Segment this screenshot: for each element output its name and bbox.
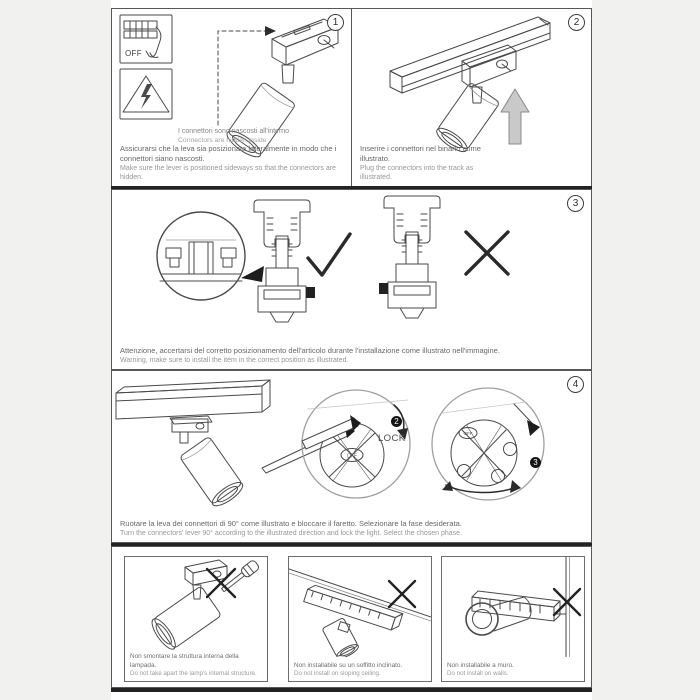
incorrect-mount-drawing [379, 196, 440, 318]
warning2-illustration [289, 557, 431, 657]
caption-english: Make sure the lever is positioned sideways so that the connectors are hidden. [120, 164, 336, 181]
phase-detail-circle [432, 388, 544, 500]
cross-icon [554, 589, 580, 615]
warning-triangle-icon [120, 69, 172, 119]
cross-icon [389, 581, 415, 607]
row-step-1-2 [111, 8, 592, 187]
warning3-caption [447, 662, 580, 678]
panel-step-2 [352, 9, 592, 186]
panel-number-badge: 2 [568, 14, 585, 31]
ceiling-track-drawing [116, 380, 270, 419]
panel-step-4 [111, 370, 592, 543]
panel3-caption [120, 346, 583, 365]
pointer-triangle-icon [241, 266, 264, 282]
track-rail-drawing [472, 591, 566, 621]
caption-italian: Assicurarsi che la leva sia posizionata lateralmente in modo che i connettori siano nascosti. [120, 144, 337, 164]
panel1-caption [120, 144, 343, 182]
track-adapter-drawing [462, 45, 516, 103]
warning-no-wall-mount [441, 556, 585, 682]
page-bottom-rule [111, 688, 592, 692]
spotlight-drawing [322, 617, 360, 657]
row-warnings [111, 546, 592, 688]
caption-italian: Non installabile a muro. [447, 661, 514, 669]
caption-italian: Non smontare la struttura interna della lampada. [130, 653, 239, 669]
callout-english: Connectors are hidden inside [178, 137, 267, 145]
sloped-ceiling-drawing [289, 569, 431, 621]
spotlight-drawing [179, 436, 245, 509]
callout-italian: I connettori sono nascosti all'interno [178, 128, 290, 135]
caption-english: Do not install on sloping ceiling. [294, 669, 381, 677]
panel4-illustration [112, 371, 591, 542]
wall-drawing [566, 557, 570, 657]
off-dial-label: OFF [463, 431, 473, 436]
off-dial-label: OFF [347, 453, 357, 460]
caption-italian: Non installabile su un soffitto inclinato. [294, 661, 403, 669]
caption-italian: Inserire i connettori nel binario come illustrato. [360, 144, 481, 164]
caption-italian: Ruotare la leva dei connettori di 90° come illustrato e bloccare il faretto. Selezionare la fase desiderata. [120, 519, 462, 529]
warning2-caption [294, 662, 427, 678]
warning1-illustration [125, 557, 267, 657]
panel-number-badge: 4 [567, 376, 584, 393]
panel-number-badge: 3 [567, 195, 584, 212]
checkmark-icon [308, 234, 350, 275]
warning-no-disassembly [124, 556, 268, 682]
warning-no-sloped-ceiling [288, 556, 432, 682]
caption-english: Turn the connectors' lever 90° according to the illustrated direction and lock the light. Select the chosen phase. [120, 529, 463, 537]
panel-step-3 [111, 189, 592, 370]
panel3-illustration [112, 190, 591, 369]
step-2-badge: 2 [391, 416, 402, 427]
lock-detail-circle [302, 390, 410, 498]
track-adapter-drawing [272, 19, 338, 83]
panel-number-badge: 1 [327, 14, 344, 31]
caption-english: Do not install on walls. [447, 669, 509, 677]
insert-up-arrow-icon [501, 89, 529, 144]
lock-label: LOCK [378, 433, 406, 444]
cross-icon [466, 232, 508, 274]
manual-page [111, 0, 592, 700]
correct-mount-drawing [254, 200, 315, 322]
dashed-arrow-icon [218, 26, 276, 125]
panel4-caption [120, 519, 583, 538]
warning1-caption [130, 653, 263, 678]
caption-english: Warning, make sure to install the item in the correct position as illustrated. [120, 356, 349, 364]
panel-step-1 [112, 9, 351, 186]
step-3-badge: 3 [530, 457, 541, 468]
warning3-illustration [442, 557, 584, 657]
caption-italian: Attenzione, accertarsi del corretto posizionamento dell'articolo durante l'installazione come illustrato nell'immagine. [120, 346, 500, 356]
panel2-caption [360, 144, 492, 182]
panel1-callout [178, 127, 316, 146]
off-label: OFF [125, 49, 142, 58]
magnifier-detail-circle [157, 212, 245, 300]
caption-english: Do not take apart the lamp's internal structure. [130, 669, 257, 677]
spotlight-drawing [148, 586, 221, 652]
caption-english: Plug the connectors into the track as illustrated. [360, 164, 474, 181]
